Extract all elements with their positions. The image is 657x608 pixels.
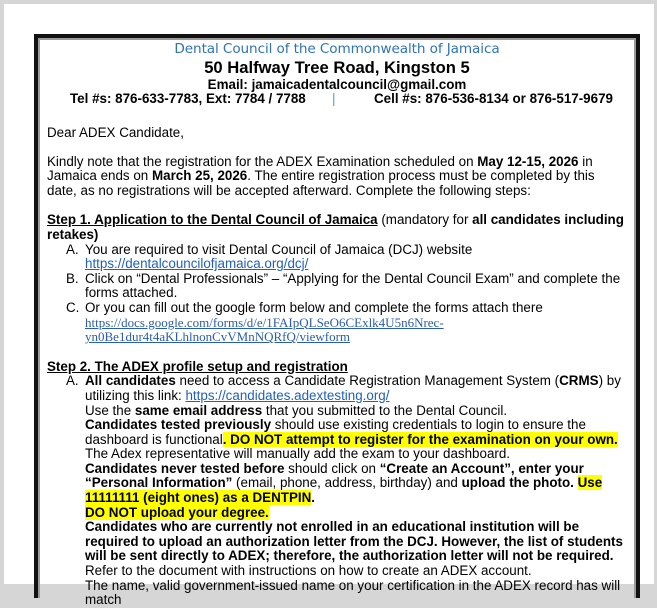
text: should click on <box>284 460 380 476</box>
google-form-link[interactable] <box>85 315 444 345</box>
highlighted-dentpin: Use 11111111 (eight ones) as a DENTPIN <box>85 475 603 506</box>
highlighted-no-degree: DO NOT upload your degree. <box>85 504 269 520</box>
item-text: You are required to visit Dental Council of Jamaica (DCJ) website <box>85 241 473 257</box>
intro-text: Kindly note that the registration for the ADEX Examination scheduled on <box>47 153 478 169</box>
intro-paragraph <box>47 155 627 199</box>
step-1-note: (mandatory for <box>377 212 473 228</box>
letter-content <box>47 40 627 608</box>
list-item <box>47 243 627 272</box>
text: that you submitted to the Dental Council. <box>262 402 508 418</box>
adex-candidates-link[interactable]: https://candidates.adextesting.org/ <box>185 387 390 403</box>
step-2-heading <box>47 360 627 375</box>
never-tested-instruction <box>85 461 602 505</box>
list-marker: A. <box>66 373 79 389</box>
cell-numbers: Cell #s: 876-536-8134 or 876-517-9679 <box>374 91 613 106</box>
list-item <box>47 301 627 345</box>
address: 50 Halfway Tree Road, Kingston 5 <box>204 58 470 77</box>
letterhead <box>47 40 627 108</box>
step-2 <box>47 360 627 608</box>
step-1-heading <box>47 213 627 242</box>
bold-text: CRMS <box>559 373 599 389</box>
intro-text: . The entire registration process must be completed by this date, as no registrations will be accepted afterward. Complete the following steps: <box>47 168 595 198</box>
bold-text: Candidates never tested before <box>85 460 285 476</box>
not-enrolled-instruction: Candidates who are currently not enrolled in an educational institution will be required to upload an authorization letter from the DCJ. However, the list of students will be sent directly to ADEX; therefore, the authorization letter will not be required. <box>85 519 623 564</box>
text: should use existing credentials to login to ensure the dashboard is functional <box>85 417 586 447</box>
cutoff-text: The name, valid government-issued name on your certification in the ADEX record has will match <box>85 577 621 608</box>
item-text: Click on “Dental Professionals” – “Applying for the Dental Council Exam” and complete the forms attached. <box>85 270 621 301</box>
bold-text: upload the photo. <box>461 475 574 491</box>
email-line: Email: jamaicadentalcouncil@gmail.com <box>207 77 467 92</box>
organization-name: Dental Council of the Commonwealth of Jamaica <box>174 41 500 57</box>
text: (email, phone, address, birthday) and <box>232 475 462 491</box>
list-item <box>47 374 627 608</box>
text: need to access a Candidate Registration Management System ( <box>175 373 560 389</box>
link-text[interactable]: yn0Be1dur4t4aKLhlnonCvVMnNQRfQ/viewform <box>85 329 351 345</box>
crms-text <box>85 373 621 403</box>
deadline-date: March 25, 2026 <box>151 168 248 184</box>
email-instruction <box>85 403 507 418</box>
exam-dates: May 12-15, 2026 <box>477 153 579 169</box>
phone-line <box>47 92 627 108</box>
bold-text: same email address <box>134 402 263 418</box>
bold-text: All candidates <box>85 373 176 389</box>
list-item <box>47 272 627 301</box>
highlighted-warning: . DO NOT attempt to register for the examination on your own. <box>222 431 618 447</box>
refer-instruction: Refer to the document with instructions on how to create an ADEX account. <box>85 563 532 579</box>
bold-text: “Create an Account”, enter your “Personal Information” <box>85 460 584 491</box>
list-marker: A. <box>66 241 79 257</box>
text: ) by utilizing this link: <box>85 373 621 403</box>
bold-text: . <box>311 490 316 506</box>
intro-text: in Jamaica ends on <box>47 153 593 184</box>
item-text: Or you can fill out the google form below and complete the forms attach there <box>85 299 543 315</box>
separator: | <box>332 91 336 106</box>
link-text[interactable]: https://docs.google.com/forms/d/e/1FAIpQLSeO6CExlk4U5n6Nrec- <box>85 314 444 330</box>
step-2-list <box>47 374 627 608</box>
document-page <box>4 4 654 608</box>
step-2-title: Step 2. The ADEX profile setup and registration <box>47 358 348 374</box>
step-1-note-bold: all candidates including retakes) <box>47 212 624 242</box>
tel-numbers: Tel #s: 876-633-7783, Ext: 7784 / 7788 <box>70 91 306 106</box>
step-1-list <box>47 243 627 345</box>
list-marker: B. <box>66 270 79 286</box>
greeting: Dear ADEX Candidate, <box>47 125 184 140</box>
dcj-website-link[interactable]: https://dentalcouncilofjamaica.org/dcj/ <box>85 256 309 272</box>
text: The Adex representative will manually add the exam to your dashboard. <box>85 446 511 462</box>
list-marker: C. <box>66 299 80 315</box>
tested-previously-instruction <box>85 417 618 461</box>
text: Use the <box>85 402 135 418</box>
bold-text: Candidates tested previously <box>85 417 272 433</box>
step-1 <box>47 213 627 344</box>
step-1-title: Step 1. Application to the Dental Council of Jamaica <box>47 212 378 228</box>
